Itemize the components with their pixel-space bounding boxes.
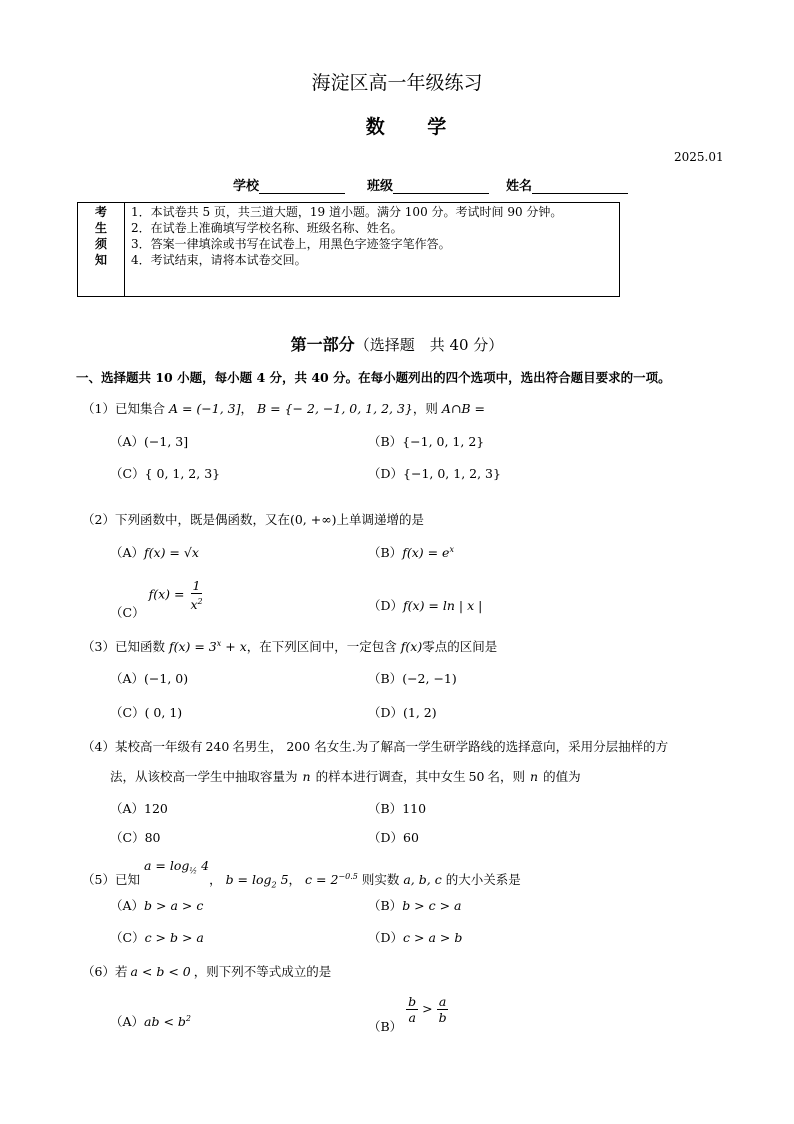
name-blank[interactable] — [532, 179, 628, 194]
option-2a[interactable]: （A）f(x) = √x — [110, 545, 199, 560]
option-2c[interactable]: （C） f(x) = $\frac{1}{x^2}$ — [110, 578, 203, 620]
notice-heading: 考 生 须 知 — [78, 203, 125, 297]
notice-item: 1．本试卷共 5 页，共三道大题，19 道小题。满分 100 分。考试时间 90 分钟。 — [131, 205, 563, 219]
page-title: 海淀区高一年级练习 — [311, 72, 483, 94]
option-1a[interactable]: （A）(−1, 3] — [110, 434, 189, 449]
option-4b[interactable]: （B）110 — [368, 801, 427, 816]
name-field[interactable] — [506, 175, 628, 194]
question-5: （5）已知 $a = \log_{\frac{1}{2}} 4$， $b = \log_2 5$， $c = 2^{-0.5}$ 则实数 a, b, c 的大小关系是 — [82, 858, 521, 890]
school-label: 学校 — [233, 179, 260, 194]
option-4d[interactable]: （D）60 — [368, 830, 419, 845]
class-label: 班级 — [367, 179, 394, 194]
option-2b[interactable]: $(B)f(x) = e^x$ — [368, 544, 454, 560]
name-label: 姓名 — [506, 179, 533, 194]
fraction: $\frac{1}{x^2}$ — [190, 578, 203, 613]
option-3b[interactable]: （B）(−2, −1) — [368, 671, 457, 686]
notice-items — [125, 203, 620, 297]
part1-title: 第一部分 — [290, 335, 355, 354]
part1-heading — [0, 332, 794, 355]
option-2d[interactable]: （D）f(x) = ln | x | — [368, 598, 483, 613]
option-5c[interactable]: （C）c > b > a — [110, 930, 204, 945]
school-field[interactable] — [233, 175, 345, 194]
question-6: （6）若 a < b < 0 ，则下列不等式成立的是 — [82, 964, 332, 979]
option-6b[interactable]: （B） $\frac{b}{a}$ > $\frac{a}{b}$ — [368, 994, 447, 1034]
exam-date: 2025.01 — [674, 150, 724, 164]
subject-title: 数 学 — [365, 116, 465, 138]
class-blank[interactable] — [393, 179, 489, 194]
option-4c[interactable]: （C）80 — [110, 830, 161, 845]
option-3c[interactable]: （C）( 0, 1) — [110, 705, 183, 720]
question-1: （1）已知集合 A = (−1, 3]， B = {− 2, −1, 0, 1, 2, 3}，则 A∩B = — [82, 401, 486, 416]
option-5b[interactable]: （B）b > c > a — [368, 898, 462, 913]
section1-instructions: 一、选择题共 10 小题，每小题 4 分，共 40 分。在每小题列出的四个选项中，选出符合题目要求的一项。 — [76, 370, 671, 385]
question-4-line2: 法，从该校高一学生中抽取容量为 n 的样本进行调查，其中女生 50 名，则 n 的值为 — [110, 769, 581, 784]
notice-item: 2．在试卷上准确填写学校名称、班级名称、姓名。 — [131, 221, 403, 235]
question-3: （3）已知函数 $f(x) = 3^x + x$，在下列区间中，一定包含 f(x)零点的区间是 — [82, 638, 498, 654]
option-3a[interactable]: （A）(−1, 0) — [110, 671, 189, 686]
exam-notice — [77, 202, 620, 297]
notice-item: 4．考试结束，请将本试卷交回。 — [131, 253, 307, 267]
option-5d[interactable]: （D）c > a > b — [368, 930, 463, 945]
part1-subtitle: （选择题 共 40 分） — [354, 336, 504, 354]
option-6a[interactable]: $(A)ab < b^2$ — [110, 1013, 192, 1029]
option-3d[interactable]: （D）(1, 2) — [368, 705, 437, 720]
option-5a[interactable]: （A）b > a > c — [110, 898, 204, 913]
notice-item: 3．答案一律填涂或书写在试卷上，用黑色字迹签字笔作答。 — [131, 237, 451, 251]
question-2: （2）下列函数中，既是偶函数，又在(0, +∞)上单调递增的是 — [82, 512, 425, 527]
option-4a[interactable]: （A）120 — [110, 801, 168, 816]
option-1d[interactable]: （D）{−1, 0, 1, 2, 3} — [368, 466, 501, 481]
question-4-line1: （4）某校高一年级有 240 名男生， 200 名女生.为了解高一学生研学路线的选择意向，采用分层抽样的方 — [82, 739, 669, 754]
option-1b[interactable]: （B）{−1, 0, 1, 2} — [368, 434, 485, 449]
option-1c[interactable]: （C）{ 0, 1, 2, 3} — [110, 466, 221, 481]
school-blank[interactable] — [259, 179, 345, 194]
class-field[interactable] — [367, 175, 489, 194]
